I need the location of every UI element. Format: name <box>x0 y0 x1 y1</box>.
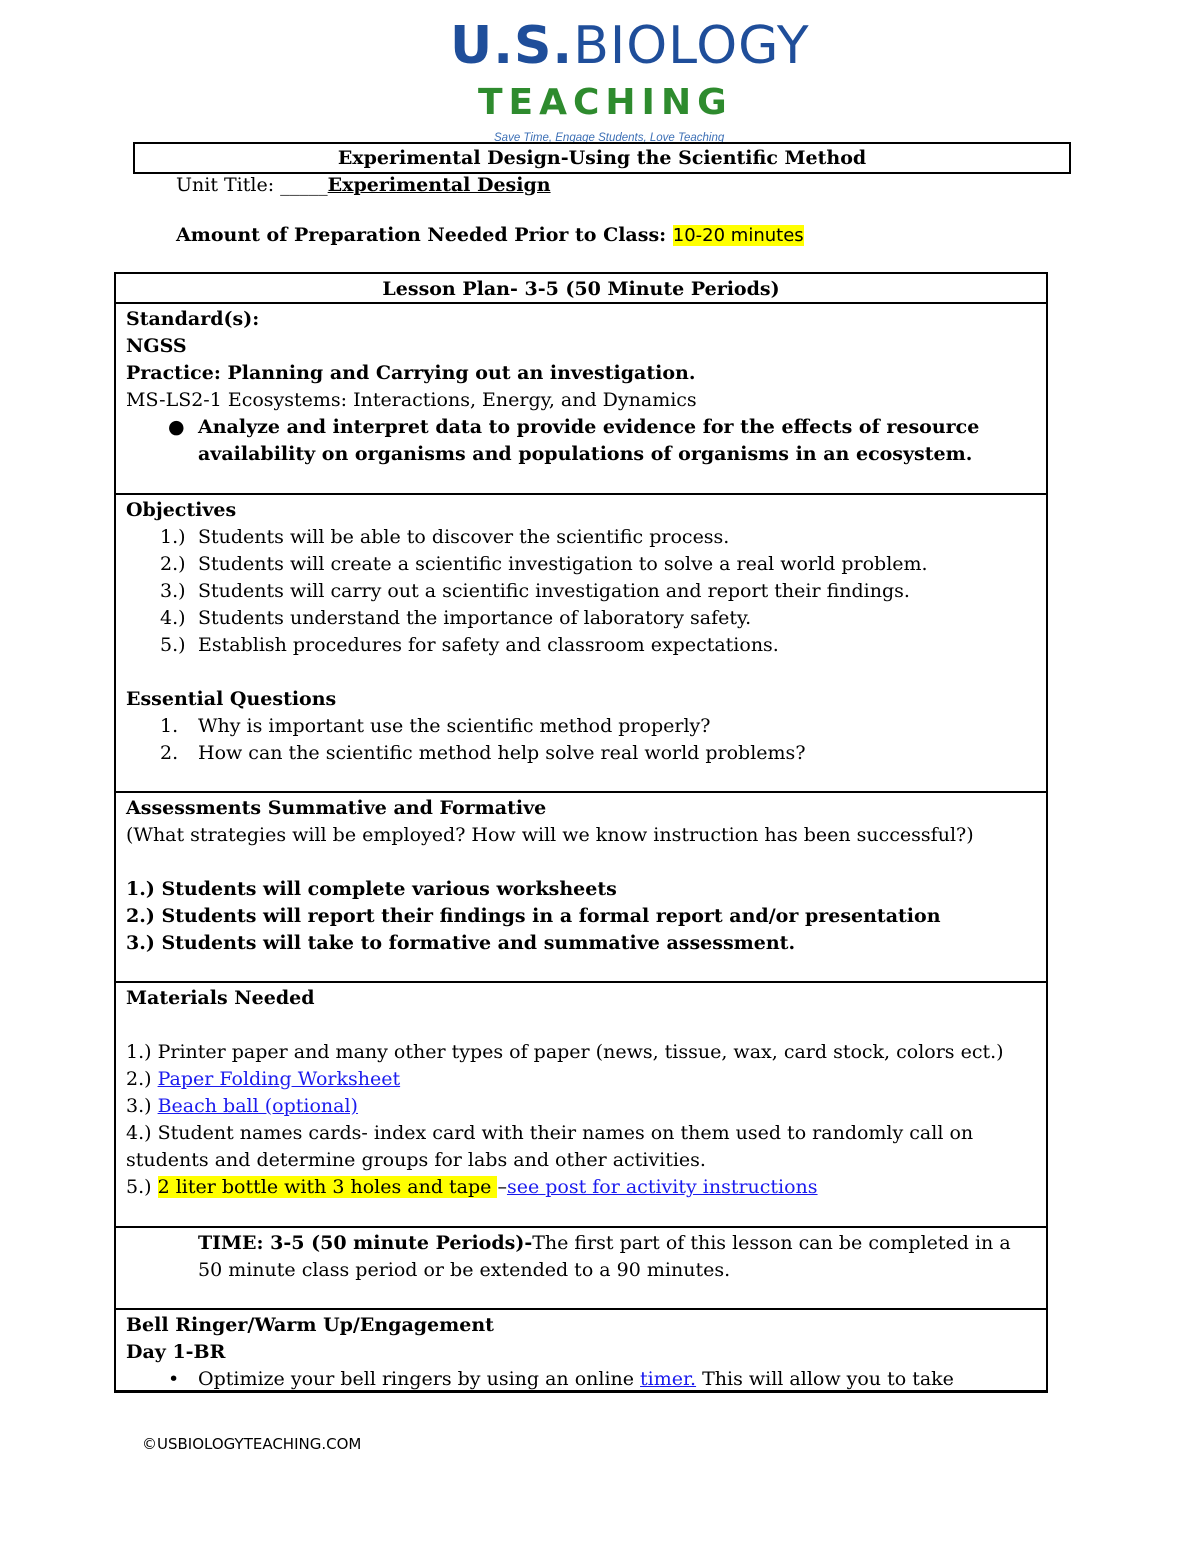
bell-bullet: • Optimize your bell ringers by using an online timer. This will allow you to take <box>126 1366 1036 1393</box>
assessment-item: 3.) Students will take to formative and summative assessment. <box>126 932 796 954</box>
objective-item: 2.) Students will create a scientific investigation to solve a real world problem. <box>160 553 928 575</box>
materials-item-4: 4.) Student names cards- index card with their names on them used to randomly call on students and determine groups for labs and other activities. <box>126 1122 974 1171</box>
standards-ms: MS-LS2-1 Ecosystems: Interactions, Energy, and Dynamics <box>126 389 697 411</box>
logo-biology: BIOLOGY <box>573 16 810 76</box>
standards-practice: Practice: Planning and Carrying out an investigation. <box>126 362 696 384</box>
materials-item-1: 1.) Printer paper and many other types of paper (news, tissue, wax, card stock, colors ect.) <box>126 1041 1004 1063</box>
time-row <box>116 1228 1046 1310</box>
logo <box>450 16 810 144</box>
assessments-sub: (What strategies will be employed? How will we know instruction has been successful?) <box>126 824 974 846</box>
standards-bullet-text: Analyze and interpret data to provide evidence for the effects of resource availability on organisms and populations of organisms in an ecosystem. <box>198 416 980 465</box>
objective-item: 4.) Students understand the importance of laboratory safety. <box>160 607 752 629</box>
assessments-row <box>116 793 1046 983</box>
standards-heading: Standard(s): <box>126 308 260 330</box>
prep-line <box>176 224 804 246</box>
time-label: TIME: 3-5 (50 minute Periods)- <box>198 1232 533 1254</box>
logo-tagline: Save Time, Engage Students, Love Teaching <box>494 132 725 144</box>
lesson-header-row <box>116 274 1046 304</box>
objectives-row <box>116 495 1046 793</box>
objectives-heading: Objectives <box>126 499 237 521</box>
assessments-heading: Assessments Summative and Formative <box>126 797 547 819</box>
materials-item-5: 5.) 2 liter bottle with 3 holes and tape –see post for activity instructions <box>126 1176 818 1198</box>
unit-title-value: Experimental Design <box>327 174 551 196</box>
essential-heading: Essential Questions <box>126 688 337 710</box>
footer-copyright: ©USBIOLOGYTEACHING.COM <box>142 1435 362 1453</box>
essential-item: 2. How can the scientific method help solve real world problems? <box>160 742 806 764</box>
standards-bullet <box>126 414 1036 468</box>
bullet-icon: ● <box>168 416 185 438</box>
unit-title-line <box>176 174 551 196</box>
unit-title-label: Unit Title: <box>176 174 281 196</box>
beach-ball-link[interactable]: Beach ball (optional) <box>157 1095 358 1117</box>
assessment-item: 1.) Students will complete various worksheets <box>126 878 617 900</box>
standards-row <box>116 304 1046 495</box>
paper-folding-worksheet-link[interactable]: Paper Folding Worksheet <box>157 1068 401 1090</box>
materials-item-3: 3.) Beach ball (optional) <box>126 1095 358 1117</box>
bell-heading: Bell Ringer/Warm Up/Engagement <box>126 1314 494 1336</box>
activity-instructions-link[interactable]: see post for activity instructions <box>506 1176 818 1198</box>
essential-item: 1. Why is important use the scientific method properly? <box>160 715 711 737</box>
assessment-item: 2.) Students will report their findings in a formal report and/or presentation <box>126 905 941 927</box>
logo-teaching: TEACHING <box>478 82 733 123</box>
time-text: The first part of this lesson can be completed in a 50 minute class period or be extended to a 90 minutes. <box>198 1232 1011 1281</box>
logo-us: U.S. <box>450 16 574 76</box>
lesson-header: Lesson Plan- 3-5 (50 Minute Periods) <box>382 278 780 300</box>
prep-label: Amount of Preparation Needed Prior to Class: <box>176 224 673 246</box>
objective-item: 3.) Students will carry out a scientific investigation and report their findings. <box>160 580 910 602</box>
lesson-plan-table <box>114 272 1048 1393</box>
bell-ringer-row <box>116 1310 1046 1390</box>
bottle-highlight: 2 liter bottle with 3 holes and tape <box>157 1176 498 1198</box>
objective-item: 1.) Students will be able to discover the scientific process. <box>160 526 730 548</box>
materials-heading: Materials Needed <box>126 987 315 1009</box>
timer-link[interactable]: timer. <box>640 1368 697 1390</box>
bell-day: Day 1-BR <box>126 1341 226 1363</box>
objective-item: 5.) Establish procedures for safety and classroom expectations. <box>160 634 779 656</box>
document-title: Experimental Design-Using the Scientific Method <box>133 142 1071 174</box>
bullet-icon: • <box>168 1368 180 1390</box>
unit-title-blank: _____ <box>280 174 328 196</box>
standards-ngss: NGSS <box>126 335 187 357</box>
materials-item-2: 2.) Paper Folding Worksheet <box>126 1068 401 1090</box>
prep-value: 10-20 minutes <box>672 225 804 246</box>
materials-row <box>116 983 1046 1228</box>
